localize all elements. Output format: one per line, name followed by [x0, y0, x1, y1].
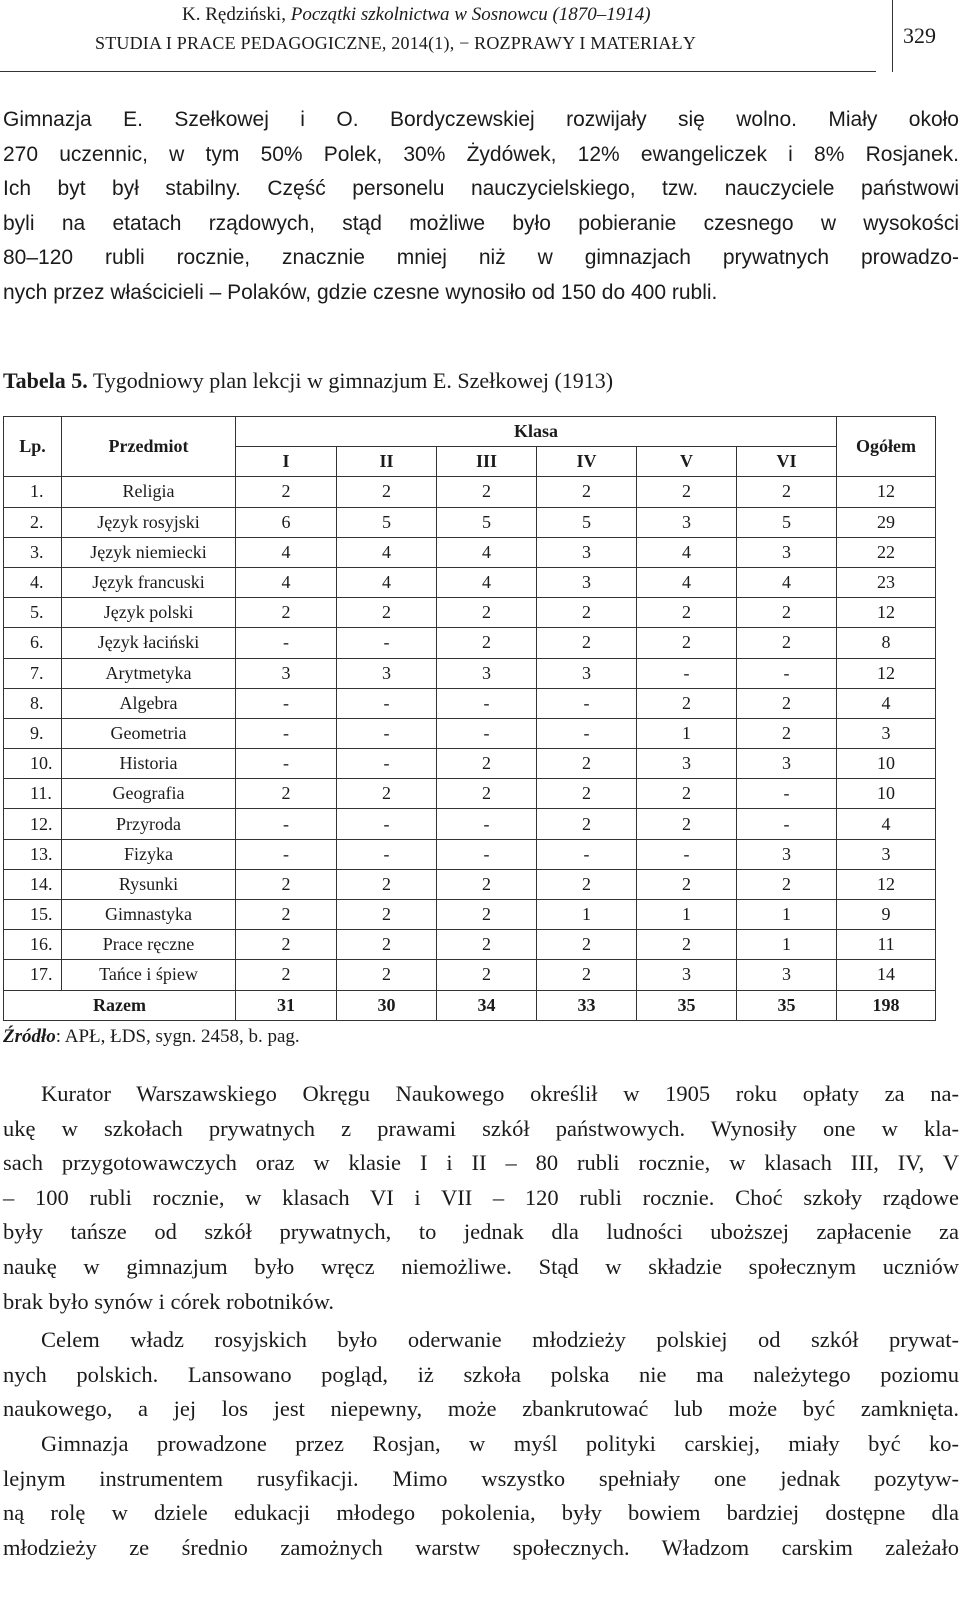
table-row	[4, 507, 936, 537]
row-number-cell: 9.	[4, 718, 62, 748]
hours-cell: 2	[537, 869, 637, 899]
subject-cell: Rysunki	[62, 869, 236, 899]
header-class: II	[337, 447, 437, 477]
header-class-group: Klasa	[236, 417, 837, 447]
row-number-cell: 6.	[4, 628, 62, 658]
hours-cell: 4	[437, 567, 537, 597]
hours-cell: 1	[637, 718, 737, 748]
hours-cell: -	[337, 839, 437, 869]
hours-cell: -	[236, 628, 337, 658]
hours-cell: 4	[437, 537, 537, 567]
hours-cell: -	[236, 749, 337, 779]
header-total: Ogółem	[837, 417, 936, 477]
hours-cell: 5	[437, 507, 537, 537]
table-row	[4, 658, 936, 688]
header-class: I	[236, 447, 337, 477]
hours-cell: 1	[737, 930, 837, 960]
subject-cell: Tańce i śpiew	[62, 960, 236, 990]
hours-cell: -	[337, 688, 437, 718]
hours-cell: 3	[737, 839, 837, 869]
hours-cell: 2	[537, 960, 637, 990]
table-row	[4, 477, 936, 507]
hours-cell: -	[437, 809, 537, 839]
total-cell: 30	[337, 990, 437, 1020]
hours-cell: 2	[437, 869, 537, 899]
hours-cell: 3	[537, 567, 637, 597]
hours-cell: 2	[637, 628, 737, 658]
subject-cell: Geometria	[62, 718, 236, 748]
total-cell: 31	[236, 990, 337, 1020]
table-row	[4, 628, 936, 658]
hours-cell: -	[337, 809, 437, 839]
hours-cell: 2	[337, 477, 437, 507]
hours-cell: -	[437, 718, 537, 748]
hours-cell: 2	[236, 930, 337, 960]
text-line: Gimnazja prowadzone przez Rosjan, w myśl polityki carskiej, miały być ko-	[41, 1431, 959, 1456]
hours-cell: 4	[737, 567, 837, 597]
paragraph-policy	[3, 1323, 959, 1427]
hours-cell: 1	[737, 900, 837, 930]
header-class: III	[437, 447, 537, 477]
header-journal: STUDIA I PRACE PEDAGOGICZNE, 2014(1), − ROZPRAWY I MATERIAŁY	[95, 33, 697, 53]
hours-cell: -	[236, 839, 337, 869]
text-line: byli na etatach rządowych, stąd możliwe było pobieranie czesnego w wysokości	[3, 211, 959, 235]
header-rule	[0, 71, 876, 72]
hours-cell: 6	[236, 507, 337, 537]
row-number-cell: 11.	[4, 779, 62, 809]
paragraph-fees	[3, 1077, 959, 1319]
hours-cell: -	[437, 688, 537, 718]
hours-cell: 2	[337, 598, 437, 628]
text-line: Gimnazja E. Szełkowej i O. Bordyczewskiej rozwijały się wolno. Miały około	[3, 108, 959, 131]
hours-cell: 4	[236, 567, 337, 597]
table-caption-label: Tabela 5.	[3, 368, 88, 393]
table-row	[4, 718, 936, 748]
hours-cell: 2	[437, 779, 537, 809]
hours-cell: 2	[737, 869, 837, 899]
hours-cell: 2	[637, 477, 737, 507]
total-cell: 35	[637, 990, 737, 1020]
hours-cell: -	[236, 809, 337, 839]
hours-cell: 2	[737, 688, 837, 718]
totals-row	[4, 990, 936, 1020]
text-line: nych przez właścicieli – Polaków, gdzie czesne wynosiło od 150 do 400 rubli.	[3, 280, 718, 304]
hours-cell: -	[537, 718, 637, 748]
text-line: ną rolę w dziele edukacji młodego pokolenia, były bowiem bardziej dostępne dla	[3, 1500, 959, 1526]
hours-cell: 2	[737, 477, 837, 507]
row-number-cell: 13.	[4, 839, 62, 869]
page-number: 329	[903, 23, 936, 48]
row-total-cell: 11	[837, 930, 936, 960]
hours-cell: 3	[437, 658, 537, 688]
text-line: młodzieży ze średnio zamożnych warstw społecznych. Władzom carskim zależało	[3, 1534, 959, 1560]
hours-cell: 2	[337, 869, 437, 899]
header-citation	[182, 4, 651, 26]
total-cell: 35	[737, 990, 837, 1020]
hours-cell: -	[236, 688, 337, 718]
row-total-cell: 4	[837, 809, 936, 839]
row-total-cell: 3	[837, 718, 936, 748]
text-line: 270 uczennic, w tym 50% Polek, 30% Żydówek, 12% ewangeliczek i 8% Rosjanek.	[3, 142, 959, 166]
hours-cell: 2	[637, 598, 737, 628]
lesson-plan-table	[3, 416, 936, 1021]
row-total-cell: 12	[837, 477, 936, 507]
table-caption	[3, 368, 613, 394]
subject-cell: Gimnastyka	[62, 900, 236, 930]
grand-total-cell: 198	[837, 990, 936, 1020]
hours-cell: 3	[637, 960, 737, 990]
subject-cell: Język niemiecki	[62, 537, 236, 567]
header-divider	[892, 0, 893, 72]
hours-cell: 4	[637, 567, 737, 597]
hours-cell: -	[337, 628, 437, 658]
table-row	[4, 749, 936, 779]
hours-cell: -	[236, 718, 337, 748]
table-row	[4, 869, 936, 899]
hours-cell: -	[637, 658, 737, 688]
subject-cell: Język rosyjski	[62, 507, 236, 537]
hours-cell: 3	[537, 537, 637, 567]
subject-cell: Algebra	[62, 688, 236, 718]
row-total-cell: 10	[837, 749, 936, 779]
hours-cell: 3	[236, 658, 337, 688]
table-row	[4, 960, 936, 990]
source-text: : APŁ, ŁDS, sygn. 2458, b. pag.	[55, 1026, 300, 1047]
table-body	[4, 477, 936, 990]
row-total-cell: 23	[837, 567, 936, 597]
row-number-cell: 3.	[4, 537, 62, 567]
hours-cell: 4	[337, 567, 437, 597]
hours-cell: 5	[737, 507, 837, 537]
hours-cell: 2	[737, 628, 837, 658]
hours-cell: 2	[437, 598, 537, 628]
header-class: V	[637, 447, 737, 477]
hours-cell: 2	[637, 779, 737, 809]
hours-cell: 2	[637, 869, 737, 899]
hours-cell: -	[537, 839, 637, 869]
text-line: brak było synów i córek robotników.	[3, 1288, 334, 1314]
row-number-cell: 16.	[4, 930, 62, 960]
row-number-cell: 12.	[4, 809, 62, 839]
hours-cell: 2	[437, 749, 537, 779]
hours-cell: 2	[337, 930, 437, 960]
total-cell: 33	[537, 990, 637, 1020]
hours-cell: 3	[537, 658, 637, 688]
table-row	[4, 688, 936, 718]
hours-cell: 2	[236, 779, 337, 809]
hours-cell: 2	[437, 960, 537, 990]
hours-cell: 2	[737, 718, 837, 748]
text-line: były tańsze od szkół prywatnych, to jednak dla ludności uboższej zapłacenie za	[3, 1219, 959, 1245]
text-line: naukowego, a jej los jest niepewny, może zbankrutować lub może być zamknięta.	[3, 1396, 959, 1422]
text-line: – 100 rubli rocznie, w klasach VI i VII – 120 rubli rocznie. Choć szkoły rządowe	[3, 1184, 959, 1210]
table-row	[4, 779, 936, 809]
hours-cell: 4	[236, 537, 337, 567]
text-line: 80–120 rubli rocznie, znacznie mniej niż w gimnazjach prywatnych prowadzo-	[3, 246, 959, 270]
hours-cell: 2	[637, 809, 737, 839]
hours-cell: 2	[537, 477, 637, 507]
row-total-cell: 8	[837, 628, 936, 658]
text-line: naukę w gimnazjum było wręcz niemożliwe. Stąd w składzie społecznym uczniów	[3, 1253, 959, 1279]
hours-cell: 5	[337, 507, 437, 537]
hours-cell: -	[737, 658, 837, 688]
subject-cell: Religia	[62, 477, 236, 507]
text-line: nych polskich. Lansowano pogląd, iż szkoła polska nie ma należytego poziomu	[3, 1361, 959, 1387]
row-total-cell: 10	[837, 779, 936, 809]
row-number-cell: 17.	[4, 960, 62, 990]
header-class: VI	[737, 447, 837, 477]
table-row	[4, 537, 936, 567]
row-total-cell: 12	[837, 869, 936, 899]
row-total-cell: 4	[837, 688, 936, 718]
hours-cell: 3	[737, 960, 837, 990]
row-total-cell: 3	[837, 839, 936, 869]
hours-cell: 2	[337, 960, 437, 990]
table-source	[3, 1026, 300, 1048]
row-total-cell: 14	[837, 960, 936, 990]
subject-cell: Język łaciński	[62, 628, 236, 658]
hours-cell: 2	[337, 900, 437, 930]
text-line: Ich byt był stabilny. Część personelu nauczycielskiego, tzw. nauczyciele państwowi	[3, 177, 959, 201]
hours-cell: -	[537, 688, 637, 718]
hours-cell: 2	[437, 628, 537, 658]
hours-cell: 2	[437, 477, 537, 507]
row-number-cell: 8.	[4, 688, 62, 718]
subject-cell: Geografia	[62, 779, 236, 809]
hours-cell: 1	[537, 900, 637, 930]
table-row	[4, 839, 936, 869]
subject-cell: Język polski	[62, 598, 236, 628]
hours-cell: 2	[236, 869, 337, 899]
row-total-cell: 22	[837, 537, 936, 567]
hours-cell: 2	[437, 930, 537, 960]
header-lp: Lp.	[4, 417, 62, 477]
table-caption-text: Tygodniowy plan lekcji w gimnazjum E. Szełkowej (1913)	[92, 368, 614, 393]
header-author: K. Rędziński,	[182, 4, 286, 25]
row-number-cell: 7.	[4, 658, 62, 688]
table-row	[4, 598, 936, 628]
hours-cell: -	[637, 839, 737, 869]
hours-cell: -	[737, 809, 837, 839]
total-cell: 34	[437, 990, 537, 1020]
row-total-cell: 9	[837, 900, 936, 930]
text-line: Kurator Warszawskiego Okręgu Naukowego określił w 1905 roku opłaty za na-	[41, 1081, 959, 1106]
hours-cell: -	[337, 749, 437, 779]
hours-cell: 3	[337, 658, 437, 688]
hours-cell: 2	[437, 900, 537, 930]
hours-cell: 2	[236, 960, 337, 990]
hours-cell: -	[337, 718, 437, 748]
header-subject: Przedmiot	[62, 417, 236, 477]
totals-label: Razem	[4, 990, 236, 1020]
hours-cell: 2	[537, 628, 637, 658]
row-number-cell: 2.	[4, 507, 62, 537]
hours-cell: 4	[637, 537, 737, 567]
hours-cell: 2	[537, 809, 637, 839]
row-number-cell: 5.	[4, 598, 62, 628]
subject-cell: Fizyka	[62, 839, 236, 869]
hours-cell: 5	[537, 507, 637, 537]
subject-cell: Prace ręczne	[62, 930, 236, 960]
row-number-cell: 1.	[4, 477, 62, 507]
table-row	[4, 567, 936, 597]
table-row	[4, 900, 936, 930]
hours-cell: 1	[637, 900, 737, 930]
subject-cell: Historia	[62, 749, 236, 779]
hours-cell: 2	[637, 688, 737, 718]
hours-cell: 3	[637, 507, 737, 537]
row-total-cell: 12	[837, 658, 936, 688]
paragraph-russification	[3, 1427, 959, 1565]
hours-cell: 2	[236, 477, 337, 507]
row-number-cell: 14.	[4, 869, 62, 899]
header-title: Początki szkolnictwa w Sosnowcu (1870–1914)	[290, 4, 651, 25]
subject-cell: Przyroda	[62, 809, 236, 839]
header-class: IV	[537, 447, 637, 477]
row-total-cell: 12	[837, 598, 936, 628]
row-total-cell: 29	[837, 507, 936, 537]
hours-cell: 3	[637, 749, 737, 779]
hours-cell: -	[437, 839, 537, 869]
table-row	[4, 809, 936, 839]
hours-cell: 2	[537, 749, 637, 779]
subject-cell: Arytmetyka	[62, 658, 236, 688]
row-number-cell: 10.	[4, 749, 62, 779]
hours-cell: -	[737, 779, 837, 809]
hours-cell: 2	[537, 598, 637, 628]
text-line: sach przygotowawczych oraz w klasie I i II – 80 rubli rocznie, w klasach III, IV, V	[3, 1150, 959, 1176]
row-number-cell: 4.	[4, 567, 62, 597]
hours-cell: 2	[637, 930, 737, 960]
paragraph-intro	[3, 103, 959, 311]
source-label: Źródło	[3, 1026, 56, 1047]
table-row	[4, 930, 936, 960]
running-header	[0, 0, 960, 80]
hours-cell: 2	[337, 779, 437, 809]
text-line: ukę w szkołach prywatnych z prawami szkół państwowych. Wynosiły one w kla-	[3, 1115, 959, 1141]
hours-cell: 2	[737, 598, 837, 628]
hours-cell: 3	[737, 537, 837, 567]
text-line: lejnym instrumentem rusyfikacji. Mimo wszystko spełniały one jednak pozytyw-	[3, 1465, 959, 1491]
hours-cell: 2	[537, 779, 637, 809]
hours-cell: 3	[737, 749, 837, 779]
text-line: Celem władz rosyjskich było oderwanie młodzieży polskiej od szkół prywat-	[41, 1327, 959, 1352]
hours-cell: 2	[537, 930, 637, 960]
hours-cell: 4	[337, 537, 437, 567]
hours-cell: 2	[236, 598, 337, 628]
subject-cell: Język francuski	[62, 567, 236, 597]
hours-cell: 2	[236, 900, 337, 930]
row-number-cell: 15.	[4, 900, 62, 930]
